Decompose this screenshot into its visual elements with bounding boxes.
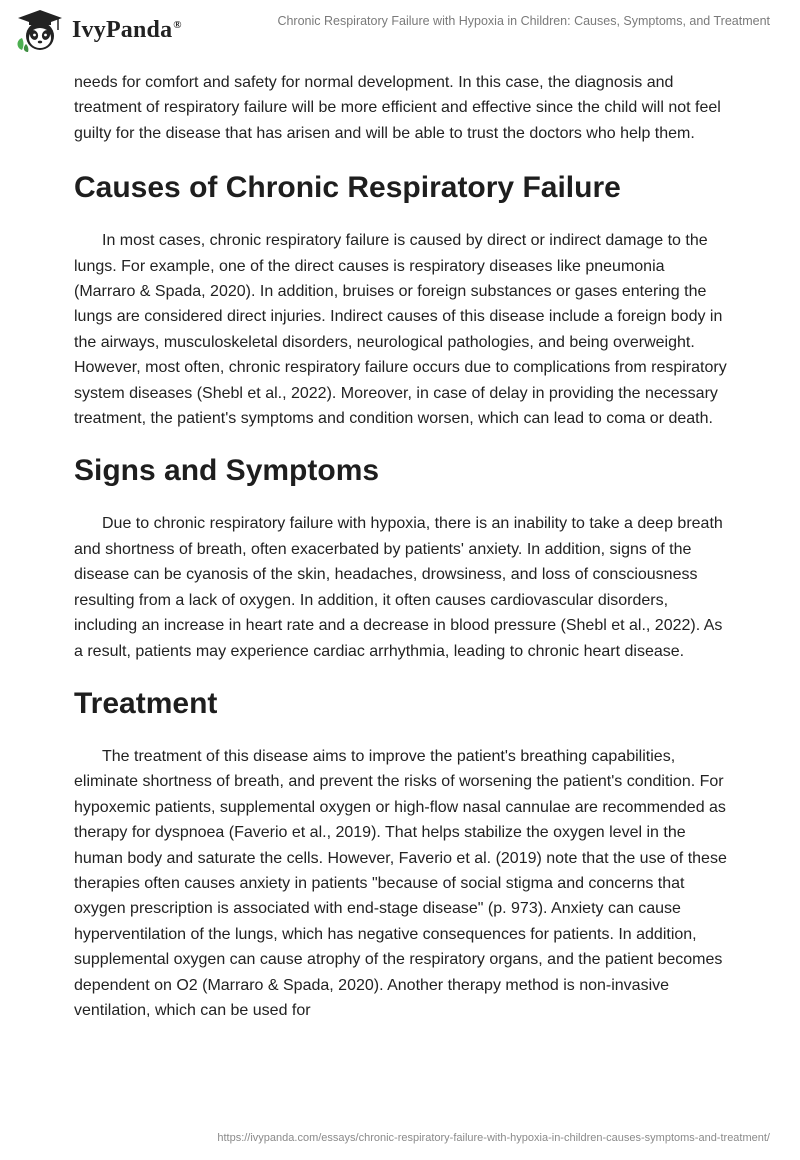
section-heading-treatment: Treatment xyxy=(74,686,218,720)
section-paragraph-signs: Due to chronic respiratory failure with hypoxia, there is an inability to take a deep breath and shortness of breath, often exacerbated by patients' anxiety. In addition, signs of the disease can be cyanosis of the skin, headaches, drowsiness, and loss of consciousness resulting from a lack of oxygen. In addition, it often causes cardiovascular disorders, including an increase in heart rate and a decrease in blood pressure (Shebl et al., 2022). As a result, patients may experience cardiac arrhythmia, leading to chronic heart disease. xyxy=(74,515,723,660)
source-url[interactable]: https://ivypanda.com/essays/chronic-respiratory-failure-with-hypoxia-in-children-causes-symptoms-and-treatment/ xyxy=(217,1132,770,1144)
intro-paragraph: needs for comfort and safety for normal development. In this case, the diagnosis and treatment of respiratory failure will be more efficient and effective since the child will not feel guilty for the disease that has arisen and will be able to trust the doctors who help them. xyxy=(74,74,721,142)
panda-graduate-icon xyxy=(14,8,66,52)
ivypanda-logo[interactable] xyxy=(14,8,182,52)
brand-name: IvyPanda® xyxy=(72,16,182,43)
document-title: Chronic Respiratory Failure with Hypoxia in Children: Causes, Symptoms, and Treatment xyxy=(277,14,770,28)
page-header xyxy=(0,0,800,60)
section-heading-signs: Signs and Symptoms xyxy=(74,454,380,488)
section-heading-causes: Causes of Chronic Respiratory Failure xyxy=(74,171,621,205)
section-paragraph-causes: In most cases, chronic respiratory failure is caused by direct or indirect damage to the lungs. For example, one of the direct causes is respiratory diseases like pneumonia (Marraro & Spada, 2020). In addition, bruises or foreign substances or gases entering the lungs are considered direct injuries. Indirect causes of this disease include a foreign body in the airways, musculoskeletal disorders, neurological pathologies, and being overweight. However, most often, chronic respiratory failure occurs due to complications from respiratory system diseases (Shebl et al., 2022). Moreover, in case of delay in providing the necessary treatment, the patient's symptoms and condition worsen, which can lead to coma or death. xyxy=(74,232,727,428)
section-paragraph-treatment: The treatment of this disease aims to improve the patient's breathing capabilities, eliminate shortness of breath, and prevent the risks of worsening the patient's condition. For hypoxemic patients, supplemental oxygen or high-flow nasal cannulae are recommended as therapy for dyspnoea (Faverio et al., 2019). That helps stabilize the oxygen level in the human body and saturate the cells. However, Faverio et al. (2019) note that the use of these therapies often causes anxiety in patients "because of social stigma and concerns that oxygen prescription is associated with end-stage disease" (p. 973). Anxiety can cause hyperventilation of the lungs, which has negative consequences for patients. In addition, supplemental oxygen can cause atrophy of the respiratory organs, and the patient becomes dependent on O2 (Marraro & Spada, 2020). Another therapy method is non-invasive ventilation, which can be used for xyxy=(74,747,727,1019)
essay-body xyxy=(74,70,730,1023)
